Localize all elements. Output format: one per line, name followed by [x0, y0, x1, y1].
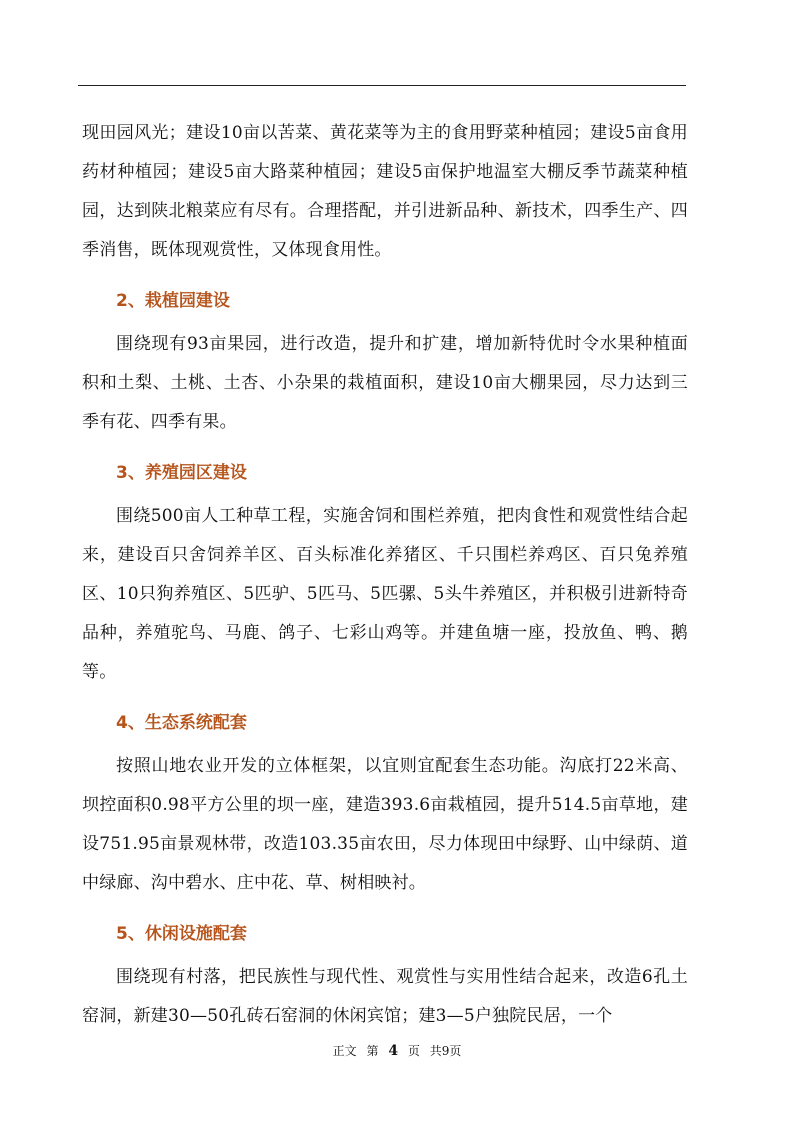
section-heading-3: 3、养殖园区建设 [116, 463, 247, 483]
footer-page-number: 4 [388, 1043, 399, 1059]
paragraph-ecosystem: 按照山地农业开发的立体框架，以宜则宜配套生态功能。沟底打22米高、坝控面积0.98平方公里的坝一座，建造393.6亩栽植园，提升514.5亩草地，建设751.95亩景观林带，改造103.35亩农田，尽力体现田中绿野、山中绿荫、道中绿廊、沟中碧水、庄中花、草、树相映衬。 [82, 756, 688, 893]
paragraph-planting-garden: 围绕现有93亩果园，进行改造，提升和扩建，增加新特优时令水果种植面积和土梨、土桃、土杏、小杂果的栽植面积，建设10亩大棚果园，尽力达到三季有花、四季有果。 [82, 334, 688, 432]
page-footer [0, 1042, 794, 1059]
section-heading-4: 4、生态系统配套 [116, 713, 247, 733]
paragraph-breeding-area: 围绕500亩人工种草工程，实施舍饲和围栏养殖，把肉食性和观赏性结合起来，建设百只舍饲养羊区、百头标准化养猪区、千只围栏养鸡区、百只兔养殖区、10只狗养殖区、5匹驴、5匹马、5匹骡、5头牛养殖区，并积极引进新特奇品种，养殖驼鸟、马鹿、鸽子、七彩山鸡等。并建鱼塘一座，投放鱼、鸭、鹅等。 [82, 506, 688, 682]
header-rule [78, 85, 686, 86]
footer-section: 正文 [332, 1044, 357, 1058]
section-heading-2: 2、栽植园建设 [116, 291, 230, 311]
paragraph-continued: 现田园风光；建设10亩以苦菜、黄花菜等为主的食用野菜种植园；建设5亩食用药材种植园；建设5亩大路菜种植园；建设5亩保护地温室大棚反季节蔬菜种植园，达到陕北粮菜应有尽有。合理搭配，并引进新品种、新技术，四季生产、四季消售，既体现观赏性，又体现食用性。 [82, 123, 688, 260]
footer-total-pages: 共9页 [429, 1044, 462, 1058]
document-body [82, 114, 688, 1036]
paragraph-leisure-facilities: 围绕现有村落，把民族性与现代性、观赏性与实用性结合起来，改造6孔土窑洞，新建30—50孔砖石窑洞的休闲宾馆；建3—5户独院民居，一个 [82, 967, 688, 1026]
footer-page-suffix: 页 [407, 1044, 420, 1058]
section-heading-5: 5、休闲设施配套 [116, 924, 247, 944]
footer-page-prefix: 第 [366, 1044, 379, 1058]
